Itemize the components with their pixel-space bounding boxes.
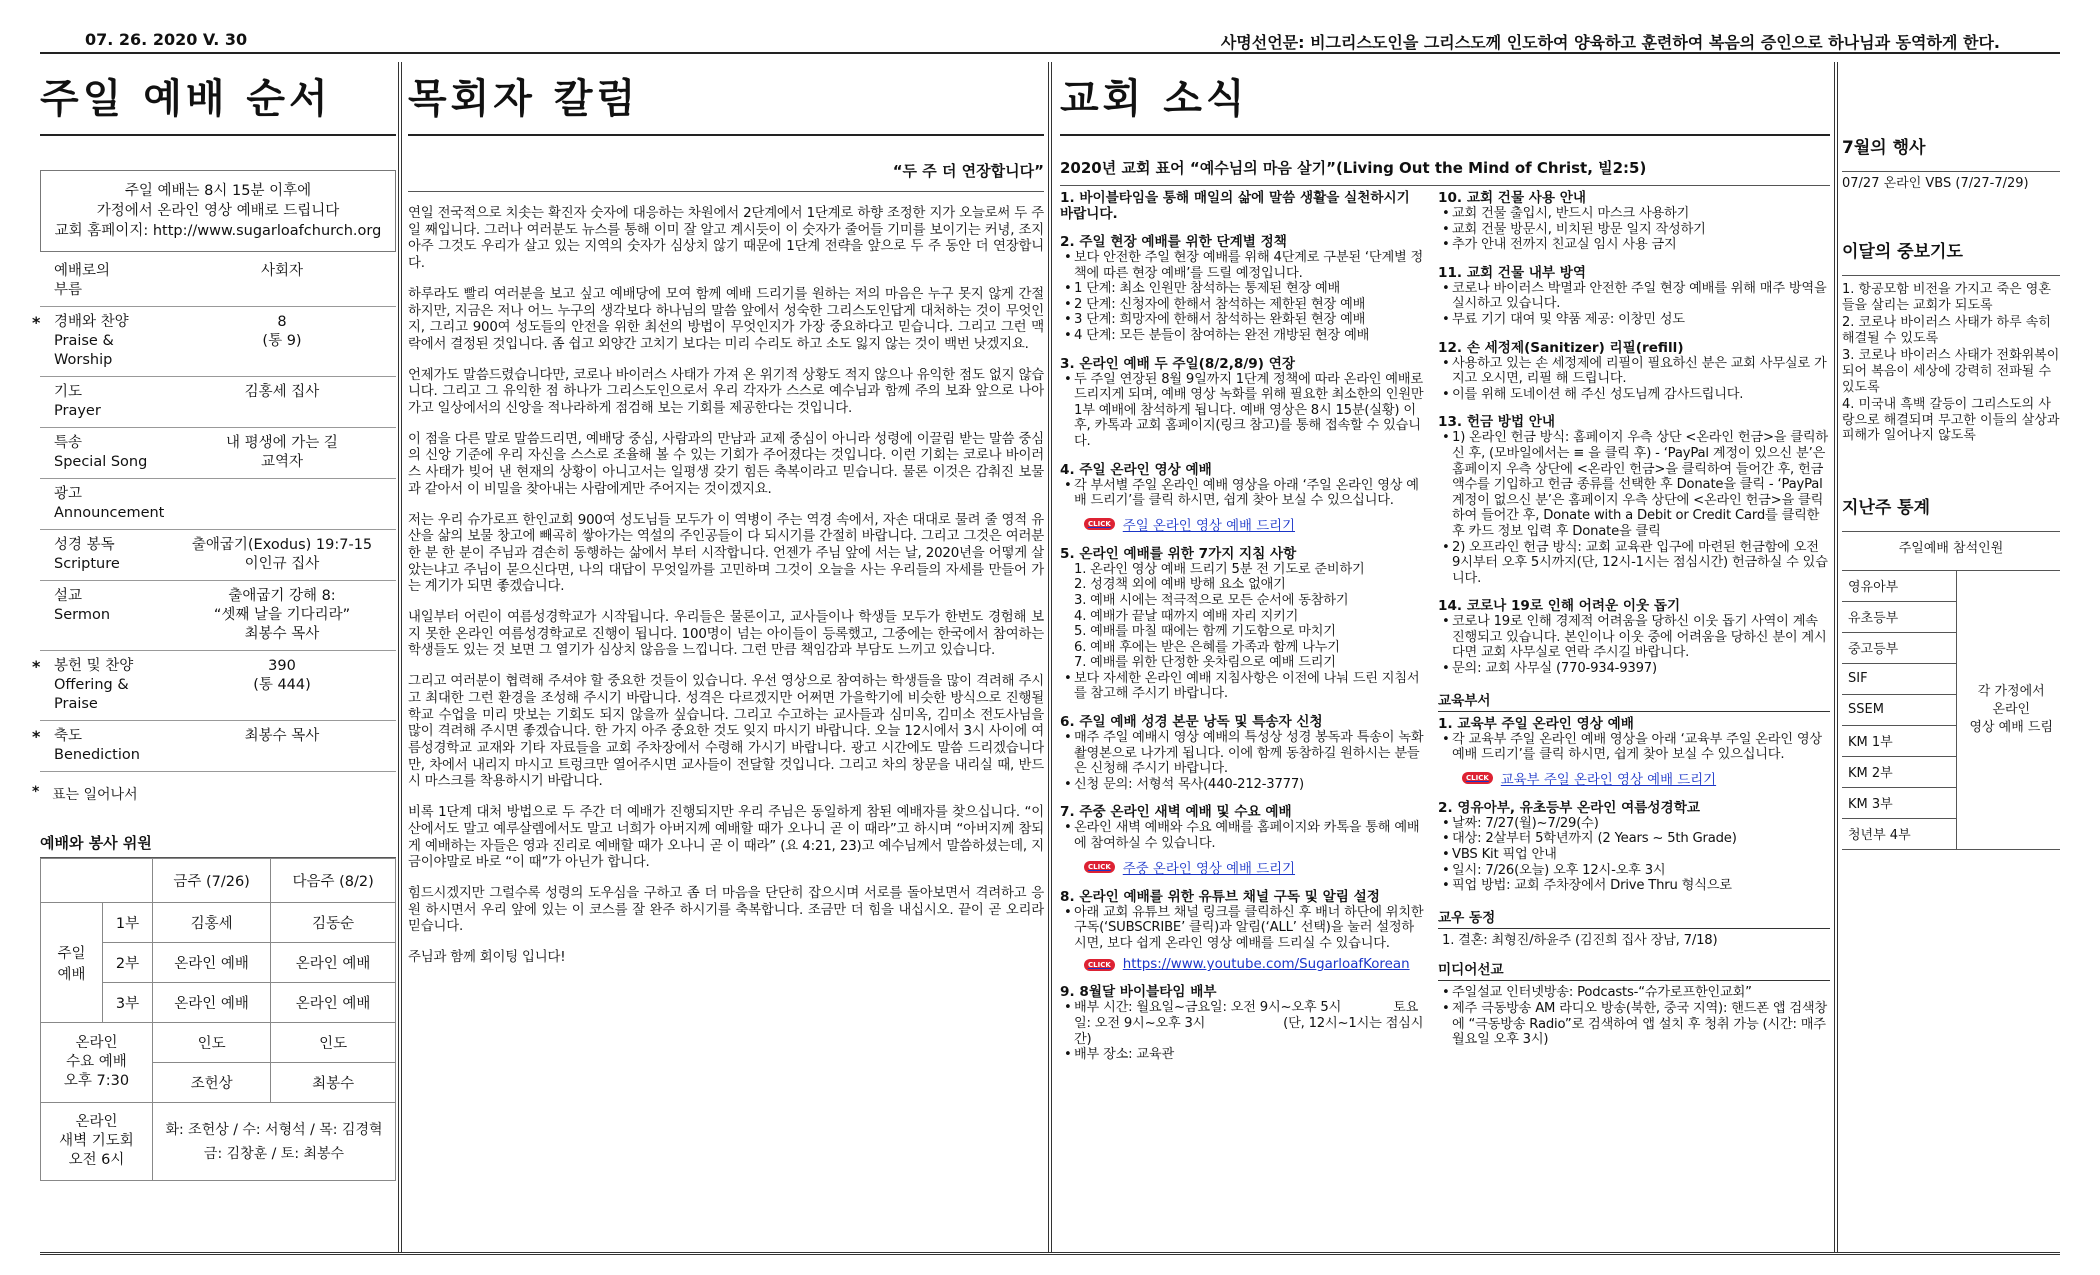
prayer-item: 4. 미국내 흑백 갈등이 그리스도의 사랑으로 해결되며 무고한 이들의 살상과 피해가 일어나지 않도록: [1842, 397, 2060, 444]
stats-row-label: 유초등부: [1842, 601, 1956, 632]
news-item: [1060, 462, 1426, 534]
next-week-header: 다음주 (8/2): [271, 859, 396, 903]
news-line: • 코로나 바이러스 박멸과 안전한 주일 현장 예배를 위해 매주 방역을 실시하고 있습니다.: [1452, 281, 1830, 312]
order-value: 김홍세 집사: [244, 384, 320, 400]
news-item-title: 9. 8월달 바이블타임 배부: [1060, 984, 1217, 1001]
order-label: 특송 Special Song: [54, 435, 148, 470]
news-item: [1438, 340, 1830, 403]
news-line: • 코로나 19로 인해 경제적 어려움을 당하신 이웃 돕기 사역이 계속 진행되고 있습니다. 본인이나 이웃 중에 어려움을 당하신 분이 계시다면 교회 사무실로 연락 주시길 바랍니다.: [1452, 614, 1830, 661]
news-line: • 추가 안내 전까지 친교실 임시 사용 금지: [1452, 237, 1830, 253]
prayer-item: 2. 코로나 바이러스 사태가 하루 속히 해결될 수 있도록: [1842, 315, 2051, 346]
intro-line: 주일 예배는 8시 15분 이후에: [124, 183, 312, 199]
stats-row-label: SIF: [1842, 663, 1956, 694]
news-item-title: 3. 온라인 예배 두 주일(8/2,8/9) 연장: [1060, 355, 1295, 372]
month-event-item: 07/27 온라인 VBS (7/27-7/29): [1842, 176, 2029, 191]
news-item: [1060, 714, 1426, 792]
news-link[interactable]: [1462, 769, 1830, 788]
column-paragraph: 하루라도 빨리 여러분을 보고 싶고 예배당에 모여 함께 예배 드리기를 원하는 저의 마음은 누구 못지 않게 간절하지만, 지금은 저나 어느 누구의 생각보다 하나님의 말씀 앞에서 성숙한 그리스도인답게 대처하는 것이 무엇인지, 그리고 900여 성도들의 안전을 위한 최선의 방법이 무엇인지가 가장 중요하다고 믿습니다. 그리고 그런 맥락에서 결정된 것입니다. 좀 쉽고 외양간 고치기 보다는 미리 수리도 하고 소도 잃지 않는 것이 백번 낫겠지요.: [408, 286, 1044, 352]
service-cell: 최봉수: [271, 1063, 396, 1103]
media-line: • 주일설교 인터넷방송: Podcasts-“슈가로프한인교회”: [1452, 985, 1830, 1001]
news-line: • 온라인 새벽 예배와 수요 예배를 홈페이지와 카톡을 통해 예배에 참여하실 수 있습니다.: [1074, 820, 1426, 851]
column-paragraph: 힘드시겠지만 그럴수록 성령의 도우심을 구하고 좀 더 마음을 단단히 잡으시며 서로를 돌아보면서 격려하고 응원 하시면서 우리 앞에 있는 이 코스를 잘 완주 하시기를 축복합니다. 조금만 더 힘을 내십시오. 끝이 곧 오리라 믿습니다.: [408, 885, 1044, 935]
news-line: • 보다 자세한 온라인 예배 지침사항은 이전에 나눠 드린 지침서를 참고해 주시기 바랍니다.: [1074, 671, 1426, 702]
member-news-title: 교우 동정: [1438, 906, 1830, 929]
media-mission-list: [1438, 985, 1830, 1047]
news-item: [1438, 800, 1830, 894]
education-items: [1438, 716, 1830, 894]
stats-table: [1842, 570, 2060, 850]
news-item: [1438, 414, 1830, 586]
order-label: 봉헌 및 찬양 Offering & Praise: [54, 658, 134, 712]
news-line: • 보다 안전한 주일 현장 예배를 위해 4단계로 구분된 ‘단계별 정책에 따른 현장 예배’를 드릴 예정입니다.: [1074, 250, 1426, 281]
worship-order-list: [32, 256, 396, 772]
intro-line: 가정에서 온라인 영상 예배로 드립니다: [96, 203, 340, 219]
order-label: 설교 Sermon: [54, 588, 111, 623]
news-link[interactable]: [1084, 957, 1426, 972]
click-badge-icon: CLICK: [1084, 959, 1115, 971]
column-paragraph: 내일부터 어린이 여름성경학교가 시작됩니다. 우리들은 물론이고, 교사들이나 학생들 모두가 한번도 경험해 보지 못한 온라인 여름성경학교로 진행이 됩니다. 100명이 넘는 아이들이 등록했고, 그중에는 한국에서 참여하는 학생들도 있는 것 보면 그 열기가 심상치 않음을 느낍니다. 그런 만큼 책임감과 부담도 느끼고 있습니다.: [408, 610, 1044, 659]
news-line: • 교회 건물 출입시, 반드시 마스크 사용하기: [1452, 206, 1830, 222]
news-item-body: [1438, 356, 1830, 403]
part-label: 3부: [103, 983, 153, 1023]
order-label: 기도 Prayer: [54, 384, 101, 419]
news-line: • 1 단계: 최소 인원만 참석하는 통제된 현장 예배: [1074, 281, 1426, 297]
church-news-column: [1060, 62, 1830, 1252]
member-news-text: 1. 결혼: 최형진/하윤주 (김진희 집사 장남, 7/18): [1442, 932, 1718, 948]
news-line: • 매주 주일 예배시 영상 예배의 특성상 성경 봉독과 특송이 녹화 촬영본으로 나가게 됩니다. 이에 함께 동참하길 원하시는 분들은 신청해 주시기 바랍니다.: [1074, 730, 1426, 777]
service-cell: 온라인 예배: [271, 943, 396, 983]
news-item-body: [1438, 430, 1830, 586]
this-week-header: 금주 (7/26): [153, 859, 271, 903]
news-line: 1. 온라인 영상 예배 드리기 5분 전 기도로 준비하기: [1074, 561, 1365, 577]
service-cell: 온라인 예배: [271, 983, 396, 1023]
news-line: • 배부 장소: 교육관: [1074, 1047, 1426, 1063]
stats-merged-note: 각 가정에서 온라인 영상 예배 드림: [1956, 570, 2060, 849]
column-paragraph: 주님과 함께 회이팅 입니다!: [408, 950, 566, 966]
dawn-prayer-leaders: 화: 조헌상 / 수: 서형석 / 목: 김경혁 금: 김창훈 / 토: 최봉수: [153, 1103, 396, 1181]
news-item-title: 5. 온라인 예배를 위한 7가지 지침 사항: [1060, 545, 1297, 562]
news-item: [1060, 234, 1426, 344]
news-line: • 문의: 교회 사무실 (770-934-9397): [1452, 661, 1830, 677]
news-line: • VBS Kit 픽업 안내: [1452, 847, 1830, 863]
worship-order-title: 주일 예배 순서: [40, 62, 396, 136]
order-row: [40, 581, 396, 651]
events-column: [1842, 62, 2060, 1252]
news-line: • 4 단계: 모든 분들이 참여하는 완전 개방된 현장 예배: [1074, 328, 1426, 344]
news-item-body: [1060, 250, 1426, 344]
news-line: • 2 단계: 신청자에 한해서 참석하는 제한된 현장 예배: [1074, 297, 1426, 313]
news-line: 5. 예배를 마칠 때에는 함께 기도함으로 마치기: [1074, 624, 1336, 640]
news-item-title: 8. 온라인 예배를 위한 유튜브 채널 구독 및 알림 설정: [1060, 888, 1380, 905]
prayer-item: 3. 코로나 바이러스 사태가 전화위복이 되어 복음이 세상에 강력히 전파될 수 있도록: [1842, 348, 2060, 395]
news-item: [1060, 804, 1426, 876]
news-link-text: https://www.youtube.com/SugarloafKorean: [1122, 957, 1410, 973]
news-item-body: [1438, 614, 1830, 676]
order-label: 광고 Announcement: [54, 486, 165, 521]
stats-row-label: KM 3부: [1842, 787, 1956, 818]
stats-row-label: 영유아부: [1842, 570, 1956, 601]
column-paragraph: 저는 우리 슈가로프 한인교회 900여 성도님들 모두가 이 역병이 주는 역경 속에서, 자손 대대로 물려 줄 영적 유산을 삶의 보물 창고에 빼곡히 쌓아가는 역설의 주인공들이 다 되시기를 간절히 바랍니다. 그리고 그것은 여러분 한 분 한 분이 주님과 겸손히 동행하는 삶에서 부터 시작합니다. 언젠가 주님 앞에 서는 날, 2020년을 어떻게 살았는냐고 주님이 묻으신다면, 나의 대답이 무엇일까를 고민하며 그것이 오늘을 사는 우리들의 자세를 만들어 가는 계기가 되면 좋겠습니다.: [408, 512, 1044, 595]
page-footer-rule: [40, 1252, 2060, 1255]
click-badge-icon: CLICK: [1084, 518, 1115, 530]
stats-row-label: KM 2부: [1842, 756, 1956, 787]
news-item-body: [1438, 281, 1830, 328]
page-header: [40, 28, 2060, 54]
news-line: 3. 예배 시에는 적극적으로 모든 순서에 동참하기: [1074, 592, 1349, 608]
intro-line: 교회 홈페이지: http://www.sugarloafchurch.org: [54, 223, 382, 239]
news-item-title: 7. 주중 온라인 새벽 예배 및 수요 예배: [1060, 804, 1292, 821]
click-badge-icon: CLICK: [1084, 861, 1115, 873]
church-motto: 2020년 교회 표어 “예수님의 마음 살기”(Living Out the Mind of Christ, 빌2:5): [1060, 156, 1830, 186]
worship-intro: [40, 170, 396, 252]
news-item-title: 2. 주일 현장 예배를 위한 단계별 정책: [1060, 234, 1287, 250]
order-row: [40, 530, 396, 581]
news-line: • 신청 문의: 서형석 목사(440-212-3777): [1074, 777, 1426, 793]
order-row: [40, 256, 396, 307]
news-line: • 두 주일 연장된 8월 9일까지 1단계 정책에 따라 온라인 예배로 드리지게 되며, 예배 영상 녹화를 위해 필요한 최소한의 인원만 1부 예배에 참석하게 됩니다. 예배 영상은 8시 15분(실황) 이후, 카톡과 교회 홈페이지(링크 참고)를 통해 접속할 수 있습니다.: [1074, 372, 1426, 450]
stats-row-label: KM 1부: [1842, 725, 1956, 756]
mission-statement: 사명선언문: 비그리스도인을 그리스도께 인도하여 양육하고 훈련하여 복음의 증인으로 하나님과 동역하게 한다.: [1220, 33, 2000, 52]
news-item-body: [1060, 1000, 1426, 1062]
news-item-title: 11. 교회 건물 내부 방역: [1438, 264, 1587, 281]
worship-order-column: [32, 62, 396, 1252]
click-badge-icon: CLICK: [1462, 772, 1493, 784]
media-mission-title: 미디어선교: [1438, 958, 1830, 981]
column-paragraph: 그리고 여러분이 협력해 주셔야 할 중요한 것들이 있습니다. 우선 영상으로 참여하는 학생들을 많이 격려해 주시고 최대한 그런 환경을 조성해 주시기 바랍니다. 성격은 다르겠지만 어쩌면 가을학기에 비슷한 방식으로 진행될 학교 수업을 미리 맛보는 기회도 되지 않을까 싶습니다. 그리고 수고하는 교사들과 심미옥, 김미소 전도사님을 많이 격려해 주시면 좋겠습니다. 한 가지 아주 중요한 것도 잊지 마시기 바랍니다. 오늘 12시에서 3시 사이에 여름성경학교 교재와 기타 자료들을 교회 주차장에서 수령해 가시기 바랍니다. 광고 시간에도 말씀 드리겠습니다만, 차에서 내리지 마시고 트렁크만 열어주시면 교사들이 전달할 것입니다. 그리고 차의 창문을 내리실 때, 반드시 마스크를 착용하시기 바랍니다.: [408, 674, 1044, 790]
church-news-title: 교회 소식: [1060, 62, 1830, 136]
news-link[interactable]: [1084, 858, 1426, 877]
sunday-worship-label: 주일 예배: [41, 903, 103, 1023]
news-item-title: 2. 영유아부, 유초등부 온라인 여름성경학교: [1438, 799, 1700, 816]
news-item-body: [1060, 905, 1426, 952]
news-item-body: [1438, 732, 1830, 763]
order-label: 예배로의 부름: [54, 263, 111, 298]
news-link-text: 주중 온라인 영상 예배 드리기: [1122, 861, 1296, 877]
service-cell: 김동순: [271, 903, 396, 943]
news-item-title: 12. 손 세정제(Sanitizer) 리필(refill): [1438, 339, 1684, 356]
required-star: *: [32, 657, 41, 676]
news-line: • 픽업 방법: 교회 주차장에서 Drive Thru 형식으로: [1452, 878, 1830, 894]
order-value: 내 평생에 가는 길 교역자: [226, 435, 338, 470]
news-item-title: 4. 주일 온라인 영상 예배: [1060, 461, 1212, 478]
service-cell: 인도: [271, 1023, 396, 1063]
news-item-body: [1060, 478, 1426, 509]
news-line: • 1) 온라인 헌금 방식: 홈페이지 우측 상단 <온라인 헌금>을 클릭하신 후, (모바일에서는 ≡ 을 클릭 후) - ‘PayPal 계정이 있으신 분’은 홈페이지 우측 상단에 <온라인 헌금>을 클릭하여 들어간 후, 헌금 액수를 기입하고 헌금 종류를 선택한 후 Donate을 클릭 - ‘PayPal 계정이 없으신 분’은 홈페이지 우측 상단에 <온라인 헌금>을 클릭하여 들어간 후, Donate with a Debit or Credit Card를 클릭한 후 카드 정보 입력 후 Donate을 클릭: [1452, 430, 1830, 539]
news-line: • 교회 건물 방문시, 비치된 방문 일지 작성하기: [1452, 222, 1830, 238]
news-line: • 배부 시간: 월요일~금요일: 오전 9시~오후 5시 토요일: 오전 9시~오후 3시 (단, 12시~1시는 점심시간): [1074, 1000, 1426, 1047]
stats-row-label: 청년부 4부: [1842, 818, 1956, 849]
pastor-column: [408, 62, 1044, 1252]
pastor-column-subtitle: “두 주 더 연장합니다”: [408, 160, 1044, 192]
news-item: [1438, 265, 1830, 328]
required-star: *: [32, 313, 41, 332]
column-paragraph: 연일 전국적으로 치솟는 확진자 숫자에 대응하는 차원에서 2단계에서 1단계로 하향 조정한 지가 오늘로써 두 주일 째입니다. 그러나 여러분도 뉴스를 통해 이미 잘 알고 계시듯이 이 숫자가 줄어들 기미를 보이기는 커녕, 조지아주 그것도 우리가 살고 있는 지역의 숫자가 심상치 않기 때문에 1단계 전략을 앞으로 두 주 동안 더 연장합니다.: [408, 206, 1044, 272]
service-cell: 인도: [153, 1023, 271, 1063]
column-paragraph: 이 점을 다른 말로 말씀드리면, 예배당 중심, 사람과의 만남과 교제 중심이 아니라 성령에 이끌림 받는 말씀 중심의 신앙 기준에 우리 자신을 스스로 조율해 볼 수 있는 기회가 주어졌다는 것입니다. 이런 기회는 코로나 바이러스 사태가 빚어 낸 현재의 상황이 아니고서는 일평생 갖기 힘든 축복이라고 믿습니다. 물론 이것은 감춰진 보물과 같아서 이 비밀을 찾아내는 사람에게만 주어지는 것이겠지요.: [408, 431, 1044, 497]
month-events-title: 7월의 행사: [1842, 124, 2060, 172]
news-right-list: [1438, 190, 1830, 1048]
standing-note: * 표는 일어나서: [32, 784, 138, 803]
news-item: [1438, 190, 1830, 253]
column-divider: [398, 62, 402, 1252]
wednesday-worship-label: 온라인 수요 예배 오후 7:30: [41, 1023, 153, 1103]
column-divider: [1834, 62, 1838, 1252]
news-line: 2. 성경책 외에 예배 방해 요소 없애기: [1074, 577, 1286, 593]
prayer-title: 이달의 중보기도: [1842, 228, 2060, 276]
news-link-text: 교육부 주일 온라인 영상 예배 드리기: [1500, 772, 1717, 788]
order-row: [40, 428, 396, 479]
news-item-title: 1. 교육부 주일 온라인 영상 예배: [1438, 715, 1634, 732]
order-label: 축도 Benediction: [54, 728, 140, 763]
order-value: 출애굽기 강해 8: “셋째 날을 기다리라” 최봉수 목사: [213, 588, 351, 642]
news-item: [1438, 598, 1830, 676]
column-paragraph: 비록 1단계 대처 방법으로 두 주간 더 예배가 진행되지만 우리 주님은 동일하게 참된 예배자를 찾으십니다. “이 산에서도 말고 예루살렘에서도 말고 너희가 아버지께 예배할 때가 오나니 곧 이 때라”고 하시며 “아버지께 참되게 예배하는 자들은 영과 진리로 예배할 때가 오나니 곧 이 때라” (요 4:21, 23)고 예수님께서 말씀하셨는데, 지금이야말로 바로 “이 때”가 아닌가 합니다.: [408, 805, 1044, 871]
service-cell: 김홍세: [153, 903, 271, 943]
pastor-column-title: 목회자 칼럼: [408, 62, 1044, 136]
order-label: 성경 봉독 Scripture: [54, 537, 120, 572]
news-item-title: 6. 주일 예배 성경 본문 낭독 및 특송자 신청: [1060, 714, 1323, 731]
service-cell: 조헌상: [153, 1063, 271, 1103]
news-line: 6. 예배 후에는 받은 은혜를 가족과 함께 나누기: [1074, 639, 1340, 655]
news-line: 4. 예배가 끝날 때까지 예배 자리 지키기: [1074, 608, 1299, 624]
news-item: [1060, 889, 1426, 973]
news-line: • 각 부서별 주일 온라인 예배 영상을 아래 ‘주일 온라인 영상 예배 드리기’를 클릭 하시면, 쉽게 찾아 보실 수 있으십니다.: [1074, 478, 1426, 509]
service-cell: 온라인 예배: [153, 943, 271, 983]
news-line: • 각 교육부 주일 온라인 예배 영상을 아래 ‘교육부 주일 온라인 영상 예배 드리기’를 클릭 하시면, 쉽게 찾아 보실 수 있으십니다.: [1452, 732, 1830, 763]
stats-title: 지난주 통계: [1842, 484, 2060, 532]
column-divider: [1048, 62, 1052, 1252]
news-item: [1060, 190, 1426, 222]
news-item: [1060, 546, 1426, 702]
order-value: 사회자: [260, 263, 304, 279]
news-line: • 아래 교회 유튜브 채널 링크를 클릭하신 후 배너 하단에 위치한 구독(‘SUBSCRIBE’ 클릭)과 알림(‘ALL’ 선택)을 눌러 설정하시면, 보다 쉽게 온라인 영상 예배를 드리실 수 있습니다.: [1074, 905, 1426, 952]
news-item: [1060, 984, 1426, 1062]
news-link[interactable]: [1084, 515, 1426, 534]
part-label: 1부: [103, 903, 153, 943]
news-link-text: 주일 온라인 영상 예배 드리기: [1122, 518, 1296, 534]
news-item-body: [1060, 372, 1426, 450]
news-line: • 2) 오프라인 헌금 방식: 교회 교육관 입구에 마련된 헌금함에 오전 9시부터 오후 5시까지(단, 12시-1시는 점심시간) 헌금하실 수 있습니다.: [1452, 540, 1830, 587]
education-section-title: 교육부서: [1438, 689, 1830, 712]
required-star: *: [32, 727, 41, 746]
prayer-item: 1. 항공모함 비전을 가지고 죽은 영혼들을 살리는 교회가 되도록: [1842, 282, 2051, 313]
dawn-prayer-label: 온라인 새벽 기도회 오전 6시: [41, 1103, 153, 1181]
news-item-body: [1060, 730, 1426, 792]
news-item-title: 13. 헌금 방법 안내: [1438, 414, 1556, 431]
news-line: • 사용하고 있는 손 세정제에 리필이 필요하신 분은 교회 사무실로 가지고 오시면, 리필 해 드립니다.: [1452, 356, 1830, 387]
stats-row-label: 중고등부: [1842, 632, 1956, 663]
order-value: 390 (통 444): [253, 658, 311, 693]
news-item-body: [1060, 562, 1426, 702]
news-item: [1060, 356, 1426, 450]
order-row: [32, 307, 396, 377]
service-cell: 온라인 예배: [153, 983, 271, 1023]
news-line: • 날짜: 7/27(월)~7/29(수): [1452, 816, 1830, 832]
news-item-body: [1060, 820, 1426, 851]
news-line: • 이를 위해 도네이션 해 주신 성도님께 감사드립니다.: [1452, 387, 1830, 403]
order-value: 출애굽기(Exodus) 19:7-15 이인규 집사: [191, 537, 373, 572]
stats-subtitle: 주일예배 참석인원: [1898, 540, 2004, 556]
order-label: 경배와 찬양 Praise & Worship: [54, 314, 129, 368]
news-item-title: 14. 코로나 19로 인해 어려운 이웃 돕기: [1438, 598, 1681, 615]
order-row: [40, 377, 396, 428]
media-line: • 제주 극동방송 AM 라디오 방송(북한, 중국 지역): 핸드폰 앱 검색창에 “극동방송 Radio”로 검색하여 앱 설치 후 청취 가능 (시간: 매주 월요일 오후 3시): [1452, 1001, 1830, 1048]
news-line: • 일시: 7/26(오늘) 오후 12시-오후 3시: [1452, 863, 1830, 879]
standing-note-text: 표는 일어나서: [52, 787, 138, 803]
pastor-column-body: [408, 206, 1044, 967]
prayer-list: [1842, 282, 2060, 444]
news-line: • 무료 기기 대여 및 약품 제공: 이창민 성도: [1452, 312, 1830, 328]
news-line: 7. 예배를 위한 단정한 옷차림으로 예배 드리기: [1074, 655, 1336, 671]
news-item: [1438, 716, 1830, 788]
order-row: [32, 721, 396, 772]
news-line: • 3 단계: 희망자에 한해서 참석하는 완화된 현장 예배: [1074, 312, 1426, 328]
service-table: [40, 858, 396, 1181]
order-value: 최봉수 목사: [244, 728, 320, 744]
news-item-body: [1438, 816, 1830, 894]
part-label: 2부: [103, 943, 153, 983]
news-line: • 대상: 2살부터 5학년까지 (2 Years ~ 5th Grade): [1452, 831, 1830, 847]
issue-date: 07. 26. 2020 V. 30: [85, 30, 248, 49]
order-value: 8 (통 9): [262, 314, 302, 349]
order-row: [32, 651, 396, 721]
news-left-list: [1060, 190, 1426, 1075]
column-paragraph: 언제가도 말씀드렸습니다만, 코로나 바이러스 사태가 가져 온 위기적 상황도 적지 않으나 유익한 점도 없지 않습니다. 그리고 그 유익한 점 하나가 그리스도인으로서 우리 각자가 스스로 예수님과 함께 주의 보좌 앞으로 나아가고 일상에서의 신앙을 적나라하게 점검해 보는 기회를 제공한다는 것입니다.: [408, 367, 1044, 417]
news-right-items: [1438, 190, 1830, 677]
news-item-title: 10. 교회 건물 사용 안내: [1438, 190, 1587, 206]
news-item-body: [1438, 206, 1830, 253]
empty-cell: [41, 859, 153, 903]
order-row: [40, 479, 396, 530]
stats-row-label: SSEM: [1842, 694, 1956, 725]
news-item-title: 1. 바이블타임을 통해 매일의 삶에 말씀 생활을 실천하시기 바랍니다.: [1060, 190, 1410, 222]
service-committee-title: 예배와 봉사 위원: [40, 828, 396, 858]
